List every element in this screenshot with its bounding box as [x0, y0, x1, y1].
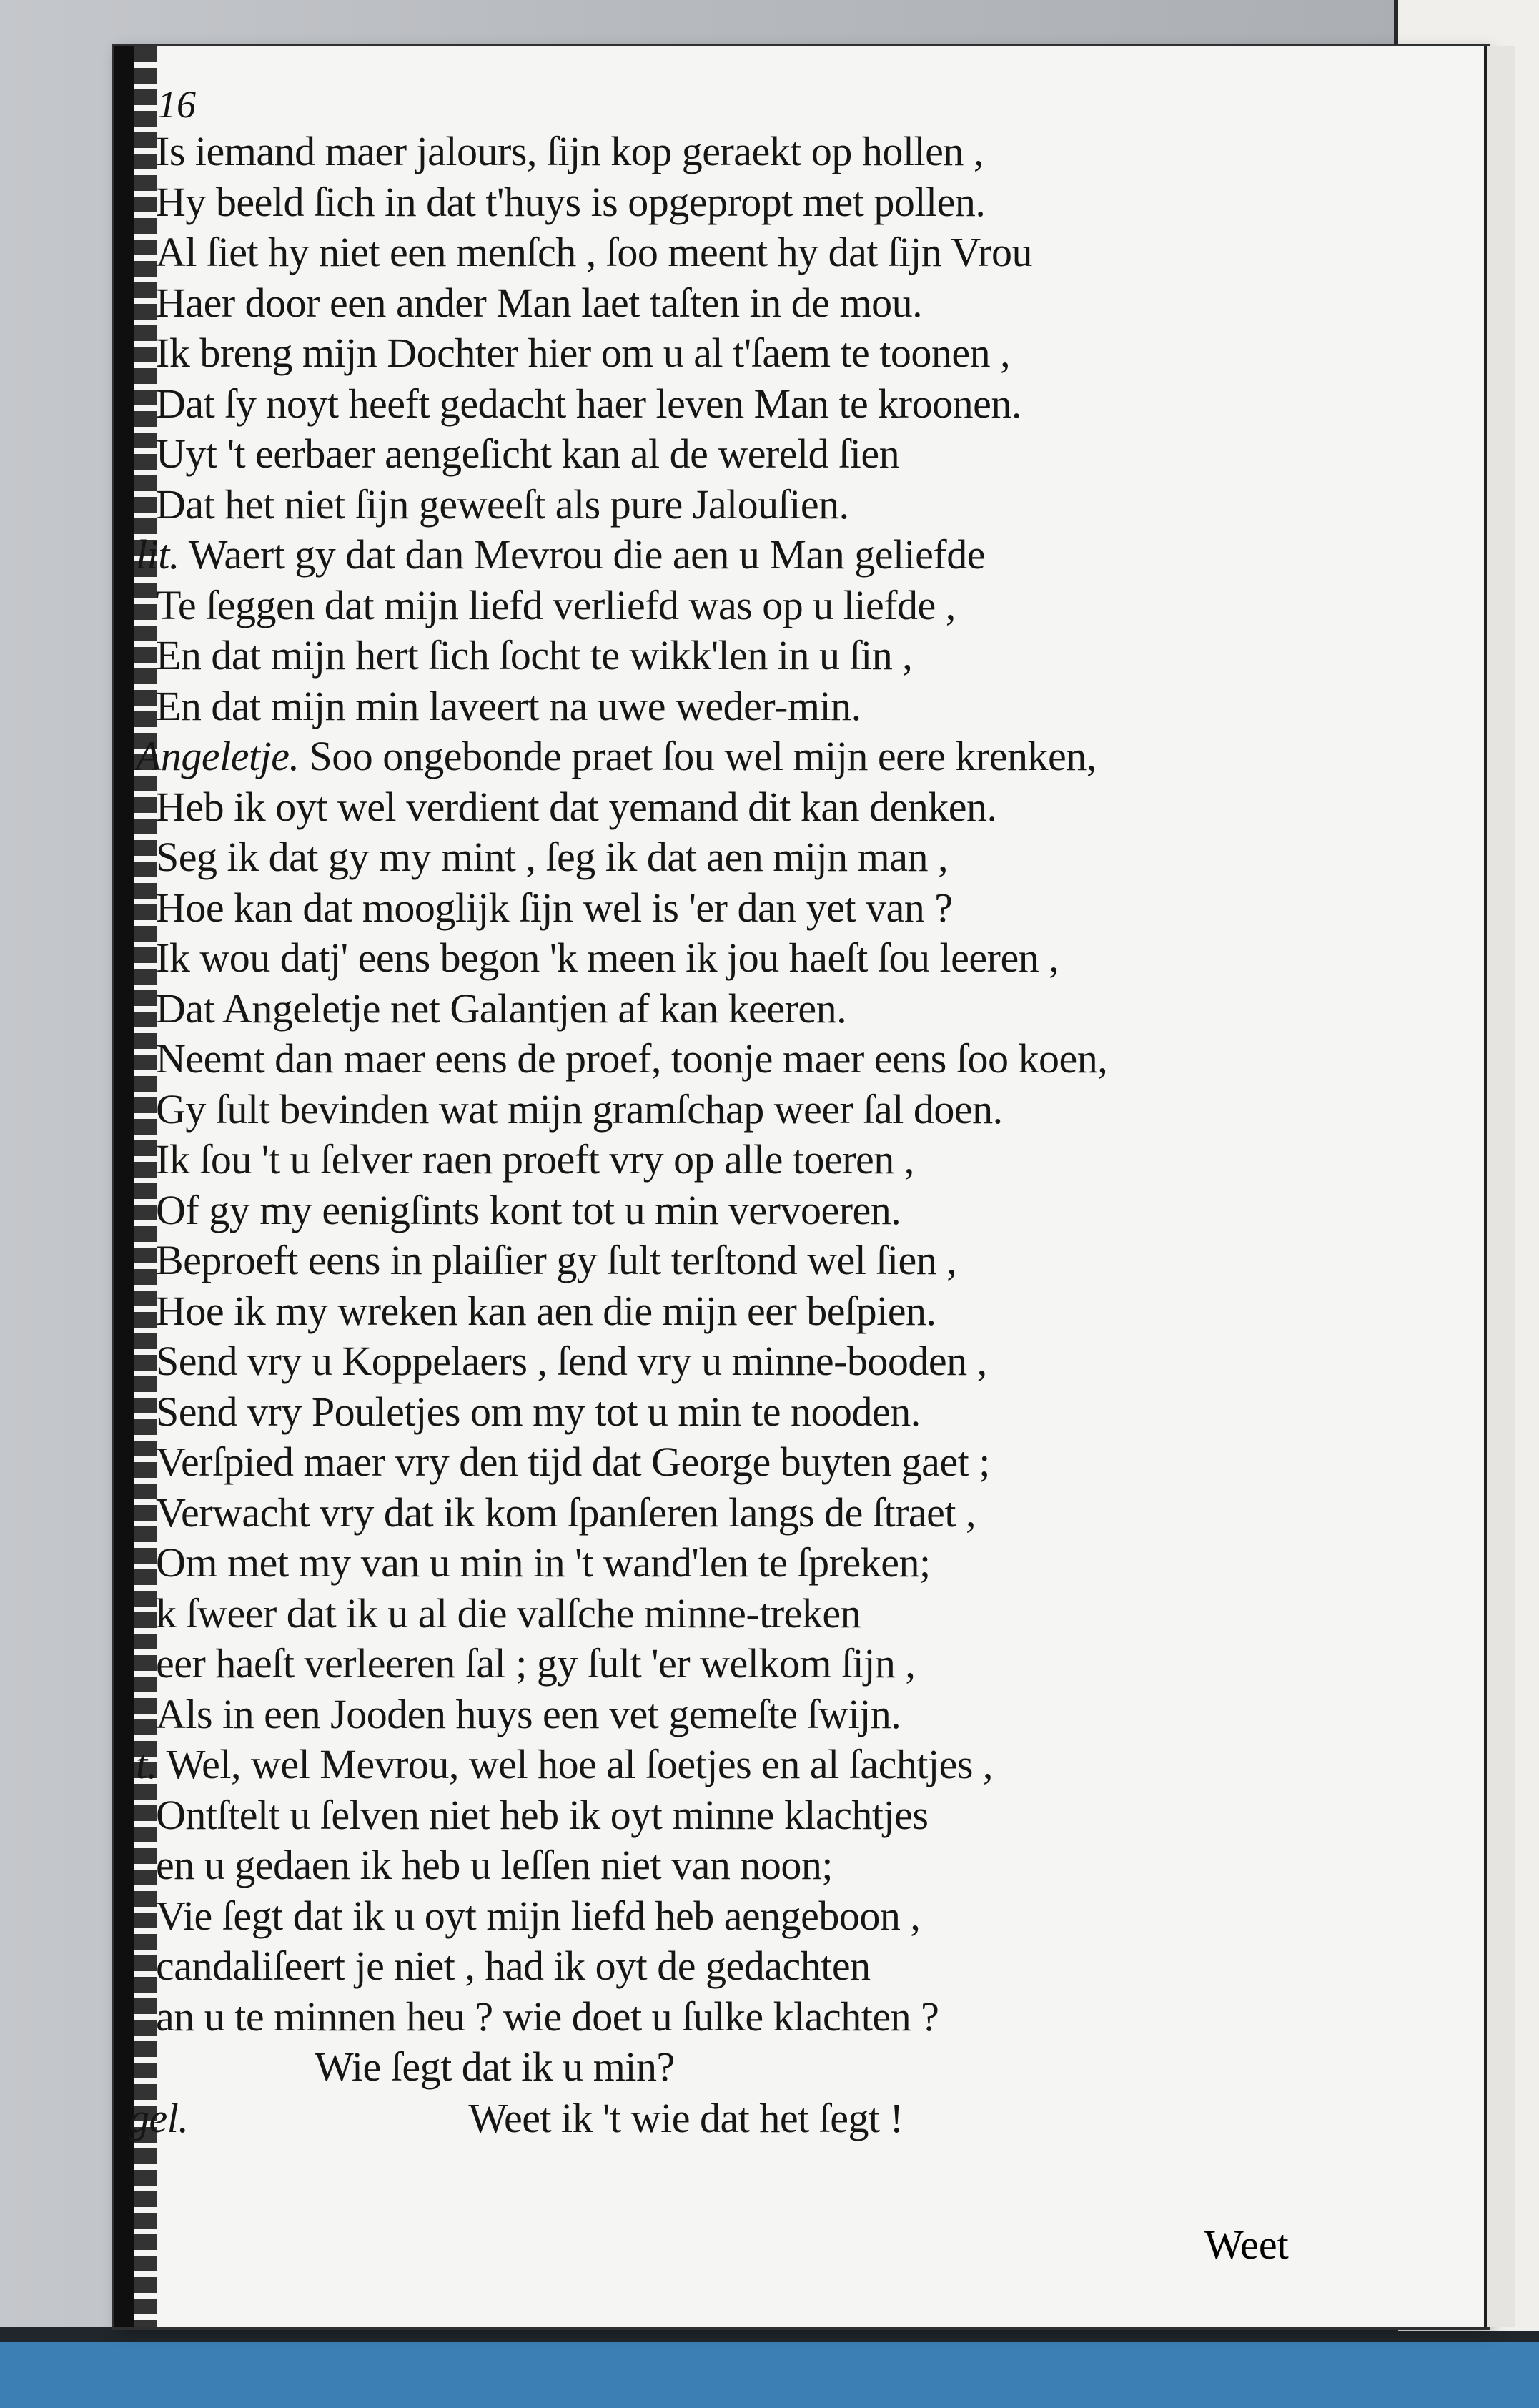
verse-line-text: Ik wou datj' eens begon 'k meen ik jou haeſt ſou leeren ,	[156, 934, 1059, 981]
verse-line	[156, 933, 1059, 983]
verse-line	[156, 1790, 928, 1840]
verse-line-text: Is iemand maer jalours, ſijn kop geraekt op hollen ,	[156, 128, 984, 174]
verse-line-text: k ſweer dat ik u al die valſche minne-treken	[156, 1589, 861, 1637]
verse-line-text: En dat mijn hert ſich ſocht te wikk'len in u ſin ,	[156, 632, 913, 679]
verse-line-text: en u gedaen ik heb u leſſen niet van noon;	[156, 1842, 833, 1888]
speaker-label: lit.	[136, 531, 179, 578]
verse-line-text: Ik breng mijn Dochter hier om u al t'ſaem te toonen ,	[156, 330, 1011, 376]
verse-line	[156, 1336, 987, 1386]
verse-line-text: Al ſiet hy niet een menſch , ſoo meent hy dat ſijn Vrou	[156, 229, 1032, 275]
verse-line-text: Dat Angeletje net Galantjen af kan keeren.	[156, 985, 847, 1032]
verse-line	[156, 1085, 1003, 1135]
verse-line-text: Soo ongebonde praet ſou wel mijn eere krenken,	[309, 733, 1097, 779]
verse-line	[156, 379, 1021, 429]
verse-line-text: Heb ik oyt wel verdient dat yemand dit kan denken.	[156, 783, 997, 830]
verse-line	[156, 782, 997, 832]
verse-line	[315, 2042, 675, 2092]
verse-line	[156, 681, 861, 731]
verse-line	[156, 1941, 871, 1991]
verse-line-text: Of gy my eenigſints kont tot u min vervoeren.	[156, 1186, 901, 1233]
table-surface	[0, 2342, 1539, 2408]
verse-line-text: Als in een Jooden huys een vet gemeſte ſwijn.	[156, 1690, 901, 1737]
verse-line-text: Weet ik 't wie dat het ſegt !	[468, 2095, 904, 2141]
verse-line	[156, 1840, 833, 1890]
verse-line-text: Ontſtelt u ſelven niet heb ik oyt minne klachtjes	[156, 1791, 929, 1838]
verse-line-text: Dat het niet ſijn geweeſt als pure Jalouſien.	[156, 480, 849, 528]
verse-line	[156, 1185, 901, 1235]
verse-line-text: Vie ſegt dat ik u oyt mijn liefd heb aengeboon ,	[156, 1892, 921, 1939]
verse-line-text: candaliſeert je niet , had ik oyt de gedachten	[156, 1943, 871, 1989]
verse-line-text: Hoe ik my wreken kan aen die mijn eer beſpien.	[156, 1287, 936, 1334]
verse-line-text: Verwacht vry dat ik kom ſpanſeren langs de ſtraet ,	[156, 1489, 976, 1536]
verse-line	[136, 731, 1097, 781]
verse-line	[156, 429, 899, 479]
verse-line-text: Seg ik dat gy my mint , ſeg ik dat aen mijn man ,	[156, 834, 948, 880]
verse-line-text: Verſpied maer vry den tijd dat George buyten gaet ;	[156, 1439, 990, 1485]
verse-line	[156, 1589, 861, 1639]
verse-line-text: Om met my van u min in 't wand'len te ſpreken;	[156, 1539, 931, 1586]
verse-line	[156, 480, 849, 530]
verse-line-text: Wel, wel Mevrou, wel hoe al ſoetjes en al ſachtjes ,	[166, 1741, 993, 1787]
verse-line	[156, 1437, 990, 1487]
verse-line-text: Waert gy dat dan Mevrou die aen u Man geliefde	[188, 531, 985, 578]
verse-line	[156, 1689, 901, 1740]
verse-line	[156, 832, 948, 882]
verse-line	[156, 1235, 956, 1286]
verse-line-text: Send vry u Koppelaers , ſend vry u minne-booden ,	[156, 1338, 987, 1384]
verse-line	[156, 227, 1032, 277]
verse-line	[156, 1639, 915, 1689]
verse-line	[156, 127, 984, 177]
verse-line-text: Wie ſegt dat ik u min?	[315, 2043, 675, 2090]
verse-line	[156, 631, 912, 681]
verse-line	[156, 1488, 976, 1538]
page-number: 16	[157, 83, 196, 126]
verse-line	[156, 278, 922, 328]
verse-line	[156, 1891, 920, 1941]
verse-line-text: Haer door een ander Man laet taſten in de mou.	[156, 279, 923, 326]
verse-line-text: Dat ſy noyt heeft gedacht haer leven Man te kroonen.	[156, 380, 1021, 427]
verse-line	[156, 581, 956, 631]
verse-line-text: Send vry Pouletjes om my tot u min te nooden.	[156, 1388, 921, 1435]
verse-line-text: Hy beeld ſich in dat t'huys is opgepropt met pollen.	[156, 178, 986, 225]
verse-line-text: Gy ſult bevinden wat mijn gramſchap weer ſal doen.	[156, 1085, 1003, 1133]
catchword: Weet	[1204, 2221, 1289, 2268]
verse-line	[156, 1286, 936, 1336]
scanned-page	[114, 46, 1487, 2327]
verse-line-text: Uyt 't eerbaer aengeſicht kan al de wereld ſien	[156, 430, 900, 477]
binding-edge	[114, 46, 134, 2327]
verse-line	[156, 1992, 939, 2042]
verse-line-text: En dat mijn min laveert na uwe weder-min.	[156, 682, 861, 729]
verse-line-text: an u te minnen heu ? wie doet u ſulke klachten ?	[156, 1993, 939, 2040]
speaker-label: t.	[136, 1741, 157, 1787]
verse-line	[156, 1538, 931, 1588]
page-edge	[1484, 46, 1515, 2327]
verse-line-text: Beproeft eens in plaiſier gy ſult terſtond wel ſien ,	[156, 1237, 957, 1283]
verse-line	[156, 328, 1010, 378]
verse-line-text: Ik ſou 't u ſelver raen proeft vry op alle toeren ,	[156, 1136, 914, 1183]
verse-line	[156, 1034, 1107, 1084]
verse-line-text: Hoe kan dat mooglijk ſijn wel is 'er dan yet van ?	[156, 884, 953, 931]
verse-line	[156, 1387, 921, 1437]
verse-line	[156, 177, 985, 227]
verse-line	[156, 984, 846, 1034]
speaker-label: gel.	[129, 2095, 189, 2141]
verse-line-text: Neemt dan maer eens de proef, toonje maer eens ſoo koen,	[156, 1035, 1108, 1082]
verse-line-text: eer haeſt verleeren ſal ; gy ſult 'er welkom ſijn ,	[156, 1640, 916, 1687]
verse-line	[136, 530, 985, 580]
verse-line	[156, 883, 953, 933]
verse-line-text: Te ſeggen dat mijn liefd verliefd was op u liefde ,	[156, 581, 956, 628]
verse-line	[156, 1135, 914, 1185]
verse-line	[129, 2093, 903, 2143]
verse-line	[136, 1740, 993, 1790]
speaker-label: Angeletje.	[136, 733, 300, 779]
